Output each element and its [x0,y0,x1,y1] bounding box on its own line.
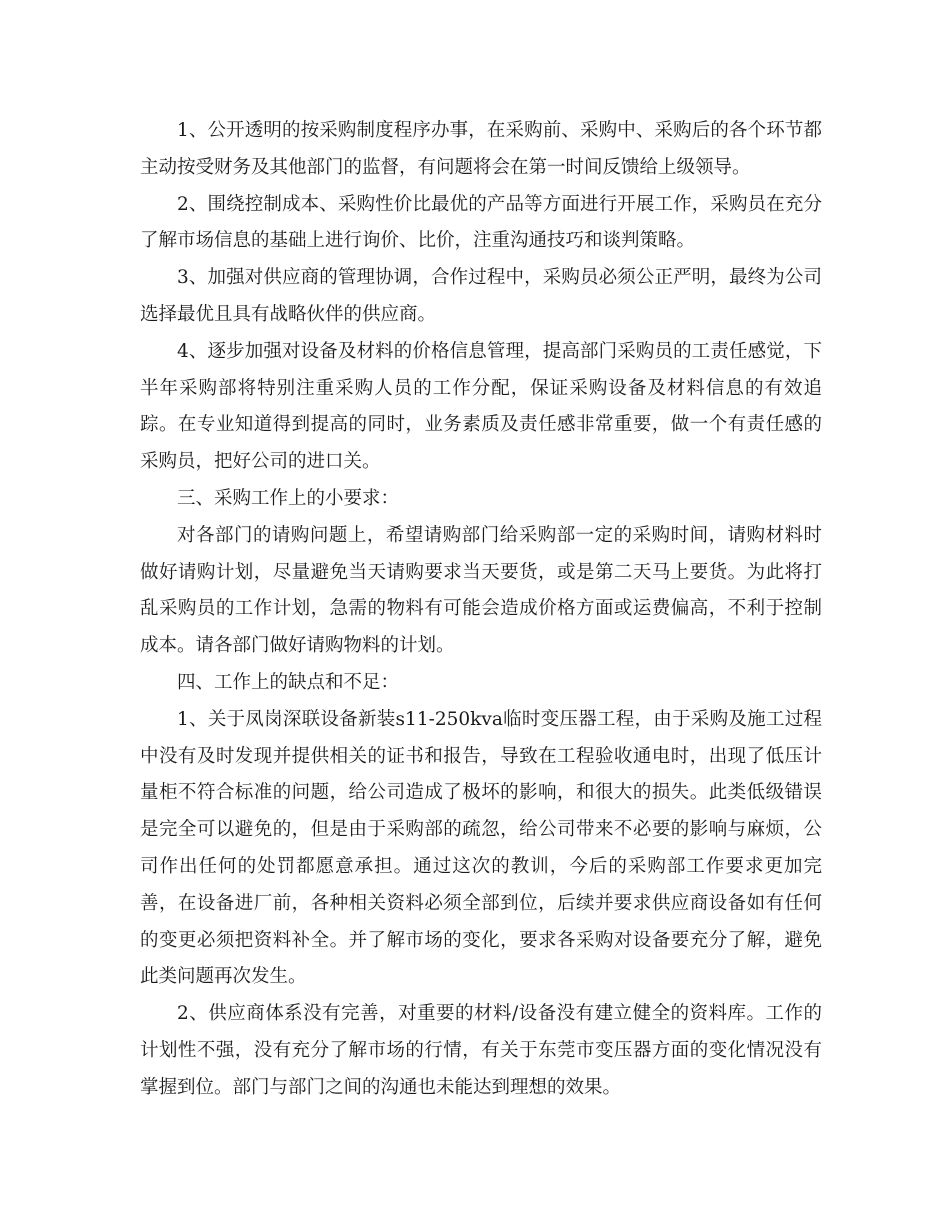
section-heading-shortcomings: 四、工作上的缺点和不足： [177,671,400,693]
paragraph-shortcoming-2: 2、供应商体系没有完善，对重要的材料/设备没有建立健全的资料库。工作的计划性不强，没有充分了解市场的行情，有关于东莞市变压器方面的变化情况没有掌握到位。部门与部门之间的沟通也未能达到理想的效果。 [140,1003,822,1098]
paragraph-shortcoming-1: 1、关于凤岗深联设备新装s11-250kva临时变压器工程，由于采购及施工过程中没有及时发现并提供相关的证书和报告，导致在工程验收通电时，出现了低压计量柜不符合标准的问题，给公司造成了极坏的影响，和很大的损失。此类低级错误是完全可以避免的，但是由于采购部的疏忽，给公司带来不必要的影响与麻烦，公司作出任何的处罚都愿意承担。通过这次的教训，今后的采购部工作要求更加完善，在设备进厂前，各种相关资料必须全部到位，后续并要求供应商设备如有任何的变更必须把资料补全。并了解市场的变化，要求各采购对设备要充分了解，避免此类问题再次发生。 [140,708,822,988]
paragraph-measure-1: 1、公开透明的按采购制度程序办事，在采购前、采购中、采购后的各个环节都主动按受财务及其他部门的监督，有问题将会在第一时间反馈给上级领导。 [140,120,822,178]
paragraph-measure-4: 4、逐步加强对设备及材料的价格信息管理，提高部门采购员的工责任感觉，下半年采购部将特别注重采购人员的工作分配，保证采购设备及材料信息的有效追踪。在专业知道得到提高的同时，业务素质及责任感非常重要，做一个有责任感的采购员，把好公司的进口关。 [140,340,822,473]
section-heading-requirements: 三、采购工作上的小要求： [177,487,400,509]
paragraph-measure-3: 3、加强对供应商的管理协调，合作过程中，采购员必须公正严明，最终为公司选择最优且具有战略伙伴的供应商。 [140,267,822,325]
document-body [140,113,822,1107]
paragraph-requirements: 对各部门的请购问题上，希望请购部门给采购部一定的采购时间，请购材料时做好请购计划，尽量避免当天请购要求当天要货，或是第二天马上要货。为此将打乱采购员的工作计划，急需的物料有可能会造成价格方面或运费偏高，不利于控制成本。请各部门做好请购物料的计划。 [140,524,822,657]
paragraph-measure-2: 2、围绕控制成本、采购性价比最优的产品等方面进行开展工作，采购员在充分了解市场信息的基础上进行询价、比价，注重沟通技巧和谈判策略。 [140,193,822,252]
